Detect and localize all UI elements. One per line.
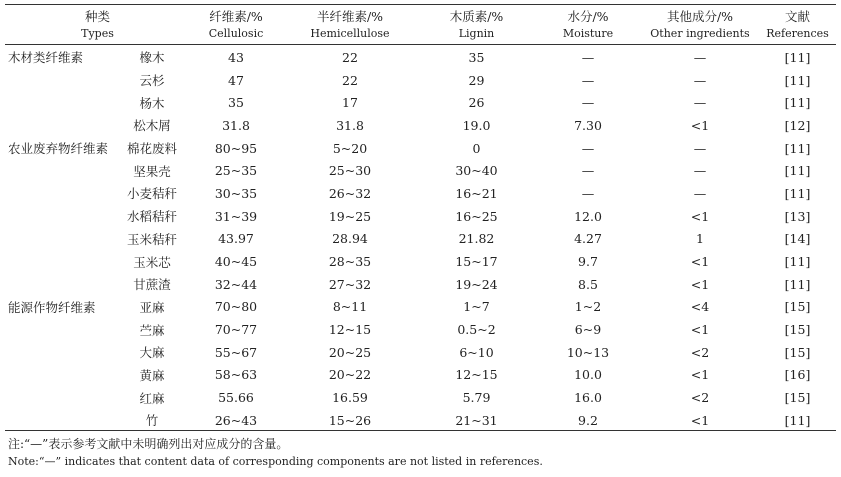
hemicellulose-cell: 22 [342, 72, 358, 88]
group-cell [5, 182, 114, 205]
reference-cell: [12] [784, 117, 811, 133]
lignin-cell: 35 [468, 49, 485, 65]
type-cell: 坚果壳 [133, 163, 171, 179]
moisture-cell: 6~9 [574, 322, 602, 338]
reference-cell: [16] [784, 367, 811, 383]
cellulose-cell: 47 [228, 72, 244, 88]
group-cell [5, 205, 114, 228]
group-cell [5, 341, 114, 364]
reference-cell: [11] [784, 163, 811, 179]
hemicellulose-cell: 20~25 [328, 344, 372, 360]
hemicellulose-cell: 25~30 [328, 163, 372, 179]
hemicellulose-cell: 16.59 [332, 390, 368, 406]
table-row [5, 159, 836, 182]
reference-cell: [11] [784, 412, 811, 428]
group-cell [5, 364, 114, 387]
other-cell: — [693, 185, 707, 201]
table-row [5, 296, 836, 319]
moisture-cell: 9.2 [578, 412, 598, 428]
table-row [5, 137, 836, 160]
lignin-cell: 15~17 [455, 254, 498, 270]
type-cell: 松木屑 [133, 118, 171, 134]
header-moisture-en: Moisture [562, 26, 614, 40]
hemicellulose-cell: 28.94 [332, 231, 368, 247]
header-references [759, 5, 836, 44]
lignin-cell: 6~10 [459, 344, 494, 360]
lignin-cell: 0.5~2 [457, 322, 496, 338]
reference-cell: [13] [784, 208, 811, 224]
lignin-cell: 16~25 [455, 208, 498, 224]
other-cell: — [693, 49, 707, 65]
table-body [5, 44, 836, 432]
other-cell: <1 [690, 367, 710, 383]
other-cell: <1 [690, 276, 710, 292]
cellulose-cell: 70~80 [214, 299, 258, 315]
type-cell: 大麻 [139, 345, 165, 361]
moisture-cell: 7.30 [574, 117, 602, 133]
cellulose-cell: 43 [228, 49, 244, 65]
table-row [5, 250, 836, 273]
moisture-cell: 16.0 [574, 390, 602, 406]
type-cell: 橡木 [139, 50, 165, 66]
cellulose-cell: 58~63 [214, 367, 258, 383]
cellulose-cell: 25~35 [214, 163, 258, 179]
moisture-cell: — [581, 95, 595, 111]
moisture-cell: — [581, 163, 595, 179]
type-cell: 杨木 [139, 95, 165, 111]
lignin-cell: 16~21 [455, 185, 498, 201]
other-cell: <1 [690, 254, 710, 270]
header-hemicellulose-zh: 半纤维素/% [316, 8, 384, 24]
header-lignin-en: Lignin [458, 26, 495, 40]
table-row [5, 205, 836, 228]
type-cell: 亚麻 [139, 299, 165, 315]
group-cell [5, 250, 114, 273]
other-cell: <1 [690, 117, 710, 133]
hemicellulose-cell: 5~20 [332, 140, 368, 156]
lignin-cell: 12~15 [455, 367, 498, 383]
type-cell: 小麦秸秆 [126, 186, 177, 202]
reference-cell: [11] [784, 254, 811, 270]
other-cell: <4 [690, 299, 710, 315]
header-types-en: Types [81, 26, 114, 40]
group-cell [5, 159, 114, 182]
hemicellulose-cell: 27~32 [328, 276, 372, 292]
other-cell: <2 [690, 390, 710, 406]
other-cell: — [693, 163, 707, 179]
header-references-en: References [766, 26, 829, 40]
group-cell [5, 228, 114, 251]
lignin-cell: 5.79 [462, 390, 491, 406]
type-cell: 红麻 [139, 390, 165, 406]
group-cell [5, 91, 114, 114]
hemicellulose-cell: 26~32 [328, 185, 372, 201]
type-cell: 棉花废料 [126, 141, 177, 157]
table-row [5, 69, 836, 92]
reference-cell: [11] [784, 95, 811, 111]
cellulose-cell: 30~35 [214, 185, 258, 201]
cellulose-cell: 40~45 [214, 254, 258, 270]
hemicellulose-cell: 31.8 [336, 117, 364, 133]
composition-table [5, 5, 836, 432]
reference-cell: [15] [784, 344, 811, 360]
cellulose-cell: 43.97 [218, 231, 254, 247]
reference-cell: [11] [784, 49, 811, 65]
reference-cell: [15] [784, 390, 811, 406]
table-row [5, 273, 836, 296]
type-cell: 苎麻 [139, 322, 165, 338]
table-header [5, 5, 836, 44]
group-cell: 能源作物纤维素 [8, 299, 96, 315]
lignin-cell: 19~24 [455, 276, 498, 292]
cellulose-cell: 70~77 [214, 322, 258, 338]
moisture-cell: 10~13 [566, 344, 610, 360]
type-cell: 甘蔗渣 [133, 277, 171, 293]
group-cell [5, 114, 114, 137]
header-other-en: Other ingredients [650, 26, 750, 40]
type-cell: 玉米芯 [133, 254, 171, 270]
cellulose-cell: 31.8 [222, 117, 250, 133]
header-lignin-zh: 木质素/% [449, 8, 504, 24]
header-moisture-zh: 水分/% [567, 8, 609, 24]
reference-cell: [14] [784, 231, 811, 247]
moisture-cell: — [581, 140, 595, 156]
other-cell: <1 [690, 412, 710, 428]
type-cell: 云杉 [139, 73, 165, 89]
group-cell: 农业废弃物纤维素 [8, 141, 109, 157]
other-cell: <2 [690, 344, 710, 360]
other-cell: <1 [690, 322, 710, 338]
hemicellulose-cell: 8~11 [332, 299, 368, 315]
type-cell: 黄麻 [139, 367, 165, 383]
group-cell: 木材类纤维素 [8, 50, 84, 66]
moisture-cell: 9.7 [578, 254, 598, 270]
table-row [5, 409, 836, 432]
hemicellulose-cell: 20~22 [328, 367, 372, 383]
header-lignin [418, 5, 535, 44]
reference-cell: [11] [784, 72, 811, 88]
header-cellulose-zh: 纤维素/% [209, 8, 263, 24]
other-cell: <1 [690, 208, 710, 224]
other-cell: 1 [696, 231, 704, 247]
hemicellulose-cell: 17 [342, 95, 358, 111]
hemicellulose-cell: 22 [342, 49, 358, 65]
cellulose-cell: 35 [228, 95, 244, 111]
moisture-cell: 4.27 [574, 231, 602, 247]
lignin-cell: 21.82 [458, 231, 495, 247]
moisture-cell: — [581, 185, 595, 201]
group-cell [5, 69, 114, 92]
reference-cell: [15] [784, 322, 811, 338]
cellulose-cell: 26~43 [214, 412, 258, 428]
cellulose-cell: 32~44 [214, 276, 258, 292]
note-zh: 注:“—”表示参考文献中未明确列出对应成分的含量。 [8, 437, 289, 451]
note-en: Note:“—” indicates that content data of corresponding components are not listed in references. [8, 455, 543, 468]
moisture-cell: — [581, 72, 595, 88]
header-types [5, 5, 190, 44]
moisture-cell: — [581, 49, 595, 65]
table-row [5, 386, 836, 409]
table-row [5, 91, 836, 114]
header-references-zh: 文献 [784, 8, 810, 24]
reference-cell: [11] [784, 140, 811, 156]
moisture-cell: 1~2 [574, 299, 602, 315]
type-cell: 水稻秸秆 [126, 209, 177, 225]
table-row [5, 341, 836, 364]
header-other-zh: 其他成分/% [666, 8, 734, 24]
hemicellulose-cell: 19~25 [328, 208, 372, 224]
group-cell [5, 409, 114, 432]
lignin-cell: 0 [472, 140, 481, 156]
group-cell [5, 318, 114, 341]
header-cellulose [190, 5, 282, 44]
header-hemicellulose-en: Hemicellulose [310, 26, 390, 40]
lignin-cell: 21~31 [455, 412, 498, 428]
hemicellulose-cell: 12~15 [328, 322, 372, 338]
reference-cell: [11] [784, 185, 811, 201]
lignin-cell: 30~40 [455, 163, 498, 179]
cellulose-cell: 31~39 [214, 208, 258, 224]
moisture-cell: 10.0 [574, 367, 602, 383]
cellulose-cell: 55.66 [218, 390, 254, 406]
group-cell [5, 386, 114, 409]
table-row [5, 44, 836, 69]
lignin-cell: 29 [468, 72, 485, 88]
table-row [5, 318, 836, 341]
type-cell: 竹 [145, 413, 159, 429]
table-notes [8, 436, 833, 470]
other-cell: — [693, 95, 707, 111]
reference-cell: [15] [784, 299, 811, 315]
table-row [5, 182, 836, 205]
lignin-cell: 1~7 [463, 299, 490, 315]
header-types-zh: 种类 [84, 8, 110, 24]
reference-cell: [11] [784, 276, 811, 292]
table-row [5, 228, 836, 251]
header-other [641, 5, 759, 44]
type-cell: 玉米秸秆 [126, 231, 177, 247]
header-cellulose-en: Cellulosic [208, 26, 264, 40]
table-row [5, 114, 836, 137]
cellulose-cell: 55~67 [214, 344, 258, 360]
lignin-cell: 26 [468, 95, 485, 111]
cellulose-cell: 80~95 [214, 140, 258, 156]
header-hemicellulose [282, 5, 418, 44]
other-cell: — [693, 72, 707, 88]
moisture-cell: 8.5 [578, 276, 598, 292]
group-cell [5, 273, 114, 296]
lignin-cell: 19.0 [462, 117, 491, 133]
other-cell: — [693, 140, 707, 156]
table-row [5, 364, 836, 387]
moisture-cell: 12.0 [574, 208, 602, 224]
hemicellulose-cell: 28~35 [328, 254, 372, 270]
header-moisture [535, 5, 641, 44]
hemicellulose-cell: 15~26 [328, 412, 372, 428]
